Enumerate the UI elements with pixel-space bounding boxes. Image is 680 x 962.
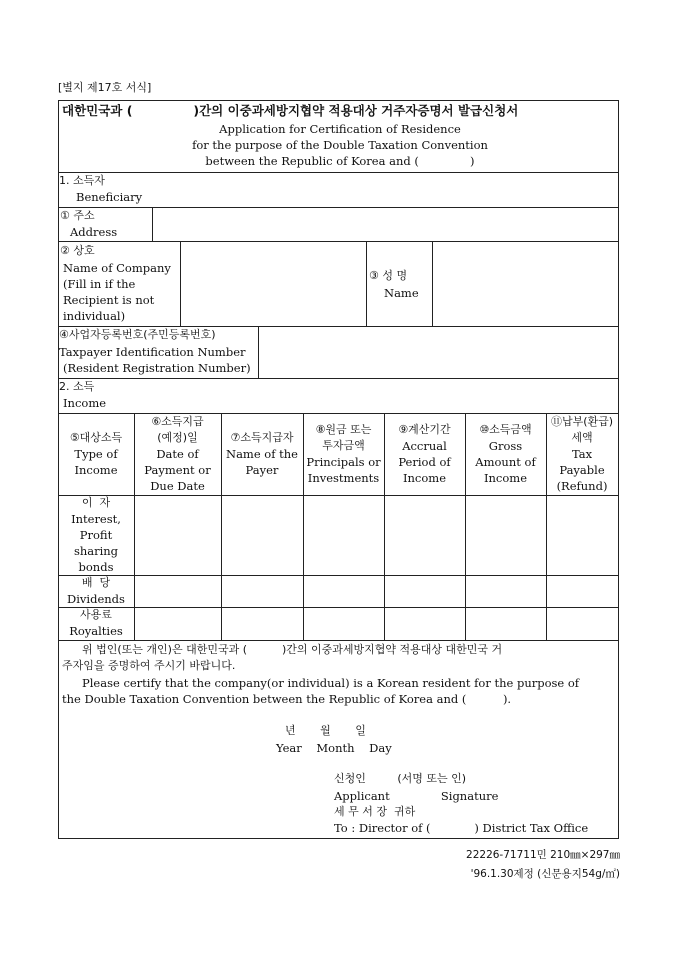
table-header-text: Income bbox=[402, 471, 447, 485]
income-label: 2. 소득 bbox=[59, 380, 95, 393]
taxpayer-en-1: Taxpayer Identification Number bbox=[59, 345, 246, 359]
table-header-text: Name of the bbox=[226, 447, 298, 461]
row-label: Dividends bbox=[67, 592, 125, 606]
date-ko: 년 월 일 bbox=[285, 724, 366, 737]
table-header-text: Payer bbox=[245, 463, 279, 477]
table-header-text: Period of bbox=[398, 455, 451, 469]
table-header-text: Income bbox=[74, 463, 118, 477]
table-input-cell[interactable] bbox=[547, 608, 617, 639]
address-label: ① 주소 bbox=[60, 209, 95, 222]
table-input-cell[interactable] bbox=[466, 496, 545, 574]
table-header-text: Payment or bbox=[144, 463, 211, 477]
table-header-text: 세액 bbox=[571, 431, 593, 444]
title-en-3: between the Republic of Korea and ( ) bbox=[205, 154, 475, 168]
row-label: Interest, bbox=[71, 512, 121, 526]
declaration-en-2: the Double Taxation Convention between the Republic of Korea and ( ). bbox=[62, 692, 512, 706]
address-en: Address bbox=[70, 225, 118, 239]
table-header-text: ⑦소득지급자 bbox=[230, 431, 294, 444]
table-input-cell[interactable] bbox=[222, 576, 302, 606]
table-input-cell[interactable] bbox=[222, 496, 302, 574]
table-input-cell[interactable] bbox=[304, 496, 383, 574]
company-en-3: Recipient is not bbox=[63, 293, 155, 307]
row-label: Profit bbox=[79, 528, 113, 542]
table-input-cell[interactable] bbox=[222, 608, 302, 639]
table-header-text: Type of bbox=[74, 447, 118, 461]
addressee-ko: 세 무 서 장 귀하 bbox=[334, 805, 416, 818]
table-header-text: Date of bbox=[156, 447, 199, 461]
table-header-text: Amount of bbox=[475, 455, 536, 469]
table-input-cell[interactable] bbox=[304, 576, 383, 606]
row-label: 사용료 bbox=[80, 608, 112, 621]
table-input-cell[interactable] bbox=[385, 496, 464, 574]
table-header-text: (예정)일 bbox=[157, 431, 198, 444]
table-header-text: ⑨계산기간 bbox=[398, 423, 451, 436]
title-korean: 대한민국과 ( )간의 이중과세방지협약 적용대상 거주자증명서 발급신청서 bbox=[62, 103, 519, 118]
table-header-text: 투자금액 bbox=[322, 439, 365, 452]
table-header-text: Investments bbox=[307, 471, 380, 485]
table-header-text: ⑤대상소득 bbox=[69, 431, 123, 444]
table-input-cell[interactable] bbox=[466, 608, 545, 639]
table-header-text: Tax bbox=[571, 447, 593, 461]
company-en-2: (Fill in if the bbox=[63, 277, 136, 291]
title-en-2: for the purpose of the Double Taxation Convention bbox=[192, 138, 488, 152]
name-label: ③ 성 명 bbox=[369, 269, 408, 282]
footer-code: 22226-71711민 210㎜×297㎜ bbox=[466, 849, 620, 861]
table-input-cell[interactable] bbox=[135, 608, 220, 639]
name-en: Name bbox=[384, 286, 419, 300]
name-field[interactable] bbox=[433, 242, 618, 326]
row-label: sharing bbox=[73, 544, 119, 558]
address-field[interactable] bbox=[153, 208, 618, 241]
income-en: Income bbox=[63, 396, 107, 410]
row-label: 이 자 bbox=[81, 496, 111, 509]
company-en-4: individual) bbox=[63, 309, 126, 323]
row-label: 배 당 bbox=[81, 576, 111, 589]
company-en-1: Name of Company bbox=[63, 261, 171, 275]
applicant-en: Applicant Signature bbox=[334, 789, 499, 803]
declaration-en-1: Please certify that the company(or individual) is a Korean resident for the purpose of bbox=[82, 676, 580, 690]
table-header-text: Income bbox=[483, 471, 528, 485]
table-header-text: Due Date bbox=[150, 479, 205, 493]
declaration-ko-2: 주자임을 증명하여 주시기 바랍니다. bbox=[62, 659, 236, 672]
table-header-text: ⑥소득지급 bbox=[151, 415, 204, 428]
table-header-text: (Refund) bbox=[556, 479, 608, 493]
form-number: [별지 제17호 서식] bbox=[58, 81, 152, 94]
company-label: ② 상호 bbox=[60, 244, 95, 257]
table-header-text: Gross bbox=[488, 439, 523, 453]
company-field[interactable] bbox=[181, 242, 365, 326]
table-input-cell[interactable] bbox=[304, 608, 383, 639]
taxpayer-id-field[interactable] bbox=[259, 327, 618, 378]
table-input-cell[interactable] bbox=[385, 576, 464, 606]
title-en-1: Application for Certification of Residence bbox=[219, 122, 461, 136]
table-input-cell[interactable] bbox=[135, 496, 220, 574]
table-header-text: Principals or bbox=[306, 455, 381, 469]
taxpayer-en-2: (Resident Registration Number) bbox=[63, 361, 251, 375]
beneficiary-en: Beneficiary bbox=[76, 190, 143, 204]
table-header-text: ⑩소득금액 bbox=[479, 423, 532, 436]
table-header-text: ⑧원금 또는 bbox=[315, 423, 372, 436]
table-input-cell[interactable] bbox=[385, 608, 464, 639]
footer-date: '96.1.30제정 (신문용지54g/㎡) bbox=[470, 868, 620, 880]
table-header-text: ⑪납부(환급) bbox=[550, 415, 614, 428]
date-en: Year Month Day bbox=[276, 741, 392, 755]
table-input-cell[interactable] bbox=[547, 576, 617, 606]
beneficiary-label: 1. 소득자 bbox=[59, 174, 105, 187]
table-header-text: Accrual bbox=[402, 439, 447, 453]
table-input-cell[interactable] bbox=[466, 576, 545, 606]
table-input-cell[interactable] bbox=[547, 496, 617, 574]
row-label: Royalties bbox=[69, 624, 123, 638]
row-label: bonds bbox=[78, 560, 114, 574]
applicant-ko: 신청인 (서명 또는 인) bbox=[334, 772, 467, 785]
declaration-ko-1: 위 법인(또는 개인)은 대한민국과 ( )간의 이중과세방지협약 적용대상 대한민국 거 bbox=[82, 643, 503, 656]
table-input-cell[interactable] bbox=[135, 576, 220, 606]
table-header-text: Payable bbox=[559, 463, 605, 477]
taxpayer-label: ④사업자등록번호(주민등록번호) bbox=[59, 328, 216, 341]
addressee-en: To : Director of ( ) District Tax Office bbox=[334, 821, 589, 835]
